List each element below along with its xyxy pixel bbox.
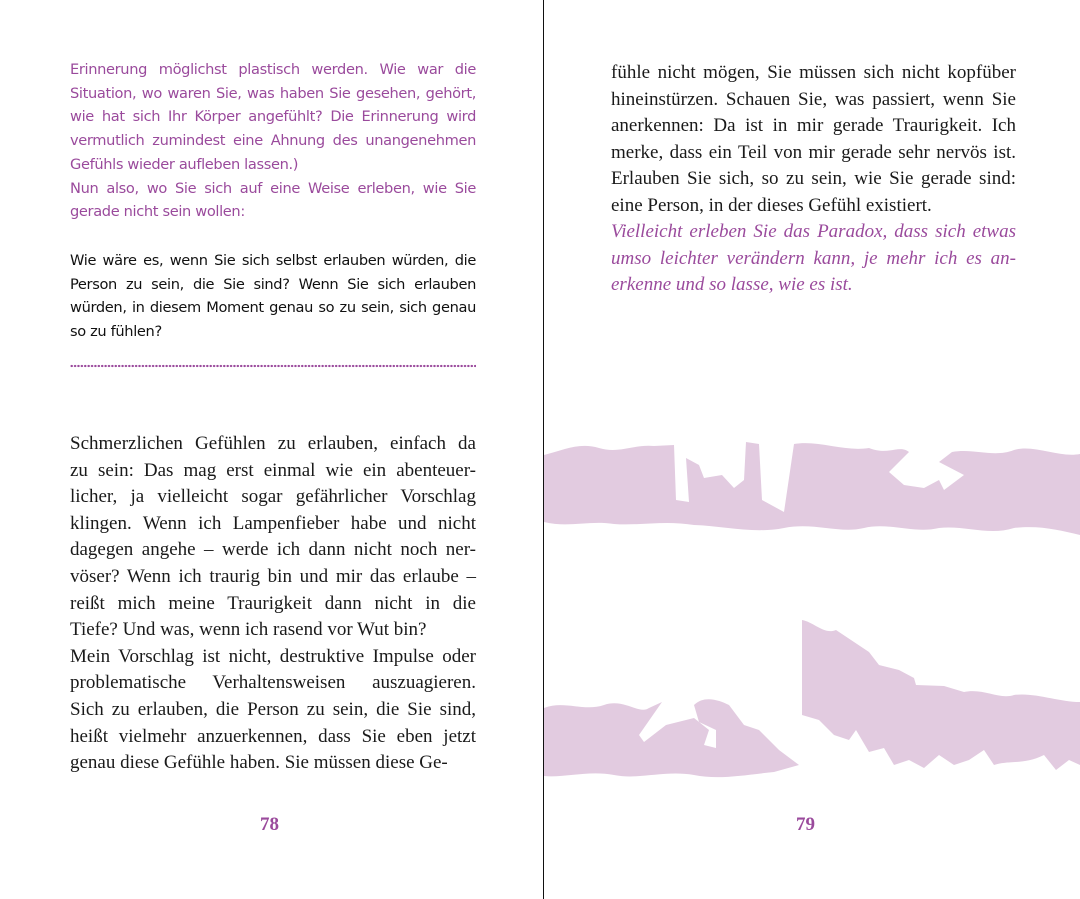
torn-band-top bbox=[544, 442, 1080, 535]
left-body-text bbox=[70, 431, 476, 777]
text-line: Erlauben Sie sich, so zu sein, wie Sie gerade sind: bbox=[611, 168, 1016, 190]
text-line: Nun also, wo Sie sich auf eine Weise erleben, wie Sie bbox=[70, 179, 476, 197]
text-line: erkenne und so lasse, wie es ist. bbox=[611, 274, 853, 296]
text-line: Tiefe? Und was, wenn ich rasend vor Wut bin? bbox=[70, 619, 427, 641]
text-line: Gefühls wieder aufleben lassen.) bbox=[70, 155, 299, 173]
dotted-separator bbox=[70, 364, 476, 368]
page-number-right: 79 bbox=[796, 814, 815, 835]
text-line: merke, dass ein Teil von mir gerade sehr nervös ist. bbox=[611, 141, 1016, 163]
text-line: problematische Verhaltensweisen auszuagieren. bbox=[70, 672, 476, 694]
text-line: Schmerzlichen Gefühlen zu erlauben, einfach da bbox=[70, 433, 476, 454]
text-line: eine Person, in der dieses Gefühl existiert. bbox=[611, 194, 932, 216]
right-body-text bbox=[611, 60, 1016, 220]
torn-band-bottom-right bbox=[802, 620, 1080, 770]
text-line: zu sein: Das mag erst einmal wie ein abenteuer- bbox=[70, 459, 476, 481]
exercise-question bbox=[70, 249, 476, 344]
torn-paper-decoration bbox=[544, 430, 1080, 810]
text-line: Vielleicht erleben Sie das Paradox, dass sich etwas bbox=[611, 221, 1016, 242]
text-line: wie hat sich Ihr Körper angefühlt? Die Erinnerung wird bbox=[70, 108, 476, 126]
text-line: fühle nicht mögen, Sie müssen sich nicht kopfüber bbox=[611, 62, 1016, 83]
page-number-left: 78 bbox=[260, 814, 279, 835]
text-line: Wie wäre es, wenn Sie sich selbst erlauben würden, die bbox=[70, 252, 476, 269]
text-line: vöser? Wenn ich traurig bin und mir das erlaube – bbox=[70, 565, 476, 587]
torn-band-bottom-left bbox=[544, 699, 799, 777]
right-italic-highlight bbox=[611, 219, 1016, 299]
text-line: reißt mich meine Traurigkeit dann nicht in die bbox=[70, 592, 476, 614]
text-line: so zu fühlen? bbox=[70, 323, 162, 341]
text-line: Person zu sein, die Sie sind? Wenn Sie sich erlauben bbox=[70, 275, 476, 293]
text-line: dagegen angehe – werde ich dann nicht noch ner- bbox=[70, 539, 476, 561]
text-line: Mein Vorschlag ist nicht, destruktive Impulse oder bbox=[70, 645, 476, 667]
text-line: Erinnerung möglichst plastisch werden. Wie war die bbox=[70, 61, 476, 78]
exercise-box-text bbox=[70, 58, 476, 224]
text-line: genau diese Gefühle haben. Sie müssen diese Ge- bbox=[70, 752, 448, 774]
text-line: hineinstürzen. Schauen Sie, was passiert, wenn Sie bbox=[611, 88, 1016, 110]
text-line: anerkennen: Da ist in mir gerade Traurigkeit. Ich bbox=[611, 115, 1016, 137]
text-line: würden, in diesem Moment genau so zu sein, sich genau bbox=[70, 299, 476, 317]
text-line: gerade nicht sein wollen: bbox=[70, 203, 245, 221]
text-line: Sich zu erlauben, die Person zu sein, die Sie sind, bbox=[70, 698, 476, 720]
text-line: licher, ja vielleicht sogar gefährlicher Vorschlag bbox=[70, 486, 476, 508]
text-line: Situation, wo waren Sie, was haben Sie gesehen, gehört, bbox=[70, 84, 476, 102]
text-line: umso leichter verändern kann, je mehr ich es an- bbox=[611, 247, 1016, 269]
text-line: heißt vielmehr anzuerkennen, dass Sie eben jetzt bbox=[70, 725, 476, 747]
text-line: vermutlich zumindest eine Ahnung des unangenehmen bbox=[70, 132, 476, 150]
text-line: klingen. Wenn ich Lampenfieber habe und nicht bbox=[70, 512, 476, 534]
